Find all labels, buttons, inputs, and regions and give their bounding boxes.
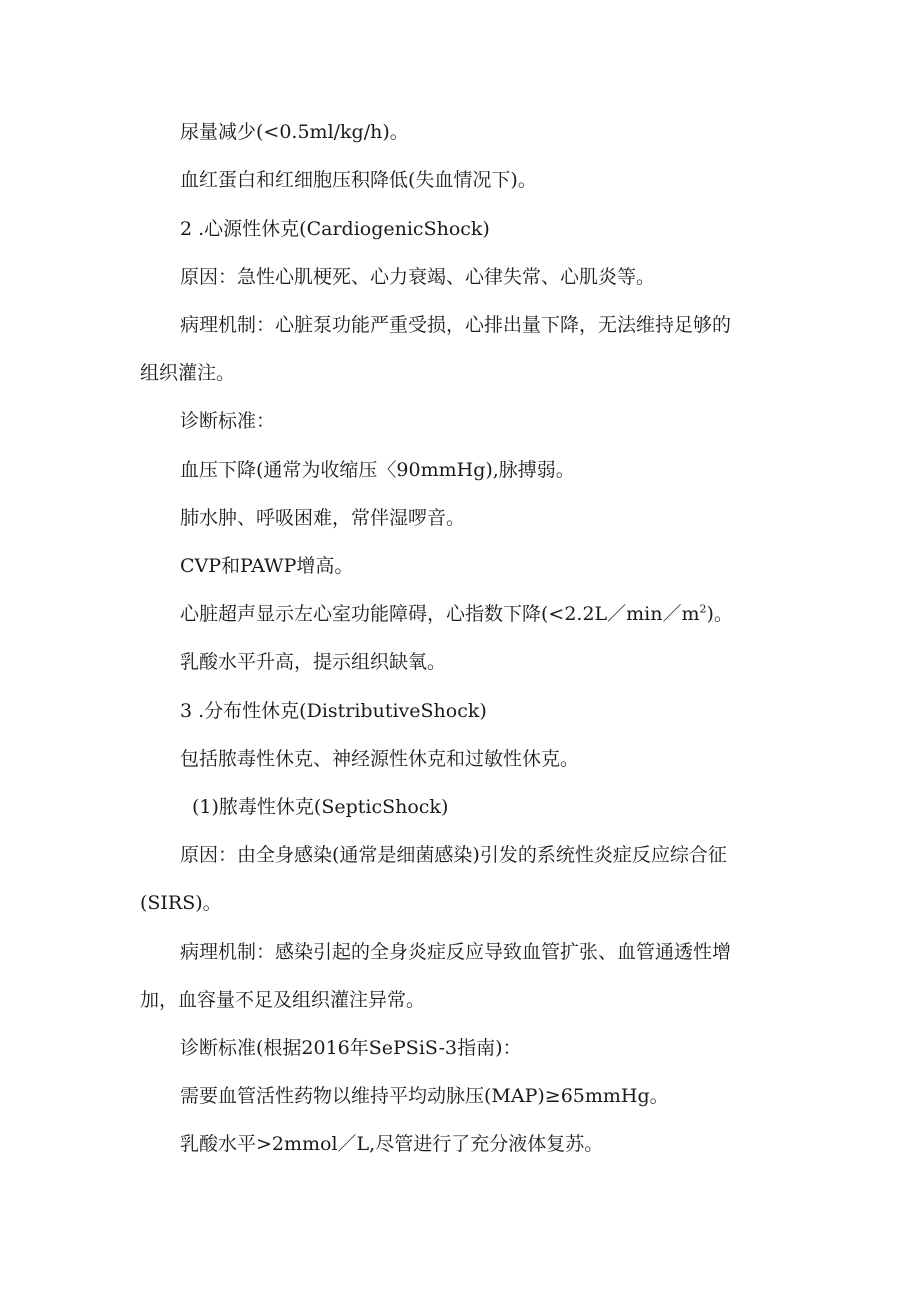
paragraph-vasopressor-map: 需要血管活性药物以维持平均动脉压(MAP)≥65mmHg。 [180, 1085, 669, 1107]
echo-text: 心脏超声显示左心室功能障碍，心指数下降(<2.2L／min／m [180, 603, 700, 625]
paragraph-urine-output: 尿量减少(<0.5ml/kg/h)。 [180, 121, 409, 143]
heading-diagnostic-criteria: 诊断标准： [180, 410, 276, 432]
paragraph-cardiogenic-mechanism: 病理机制：心脏泵功能严重受损，心排出量下降，无法维持足够的 [180, 314, 732, 336]
paragraph-septic-mechanism: 病理机制：感染引起的全身炎症反应导致血管扩张、血管通透性增 [180, 941, 732, 963]
paragraph-cardiogenic-cause: 原因：急性心肌梗死、心力衰竭、心律失常、心肌炎等。 [180, 266, 656, 288]
heading-distributive-shock: 3 .分布性休克(DistributiveShock) [180, 700, 487, 722]
heading-sepsis3-criteria: 诊断标准(根据2016年SePSiS-3指南)： [180, 1037, 522, 1059]
echo-tail: )。 [706, 603, 733, 625]
paragraph-cardiogenic-mechanism-cont: 组织灌注。 [140, 362, 236, 384]
paragraph-cvp-pawp: CVP和PAWP增高。 [180, 555, 354, 577]
paragraph-septic-cause: 原因：由全身感染(通常是细菌感染)引发的系统性炎症反应综合征 [180, 844, 727, 866]
paragraph-hemoglobin: 血红蛋白和红细胞压积降低(失血情况下)。 [180, 169, 537, 191]
heading-cardiogenic-shock: 2 .心源性休克(CardiogenicShock) [180, 218, 490, 240]
paragraph-septic-mechanism-cont: 加，血容量不足及组织灌注异常。 [140, 989, 426, 1011]
paragraph-septic-cause-cont: (SIRS)。 [140, 892, 222, 914]
paragraph-lactate-elevated: 乳酸水平升高，提示组织缺氧。 [180, 651, 447, 673]
paragraph-lactate-threshold: 乳酸水平>2mmol／L,尽管进行了充分液体复苏。 [180, 1133, 604, 1155]
paragraph-pulmonary-edema: 肺水肿、呼吸困难，常伴湿啰音。 [180, 507, 466, 529]
paragraph-distributive-types: 包括脓毒性休克、神经源性休克和过敏性休克。 [180, 748, 580, 770]
exponent: 2 [699, 602, 707, 616]
paragraph-blood-pressure: 血压下降(通常为收缩压〈90mmHg),脉搏弱。 [180, 459, 575, 481]
heading-septic-shock: (1)脓毒性休克(SepticShock) [192, 796, 449, 818]
paragraph-echocardiography [180, 602, 733, 626]
